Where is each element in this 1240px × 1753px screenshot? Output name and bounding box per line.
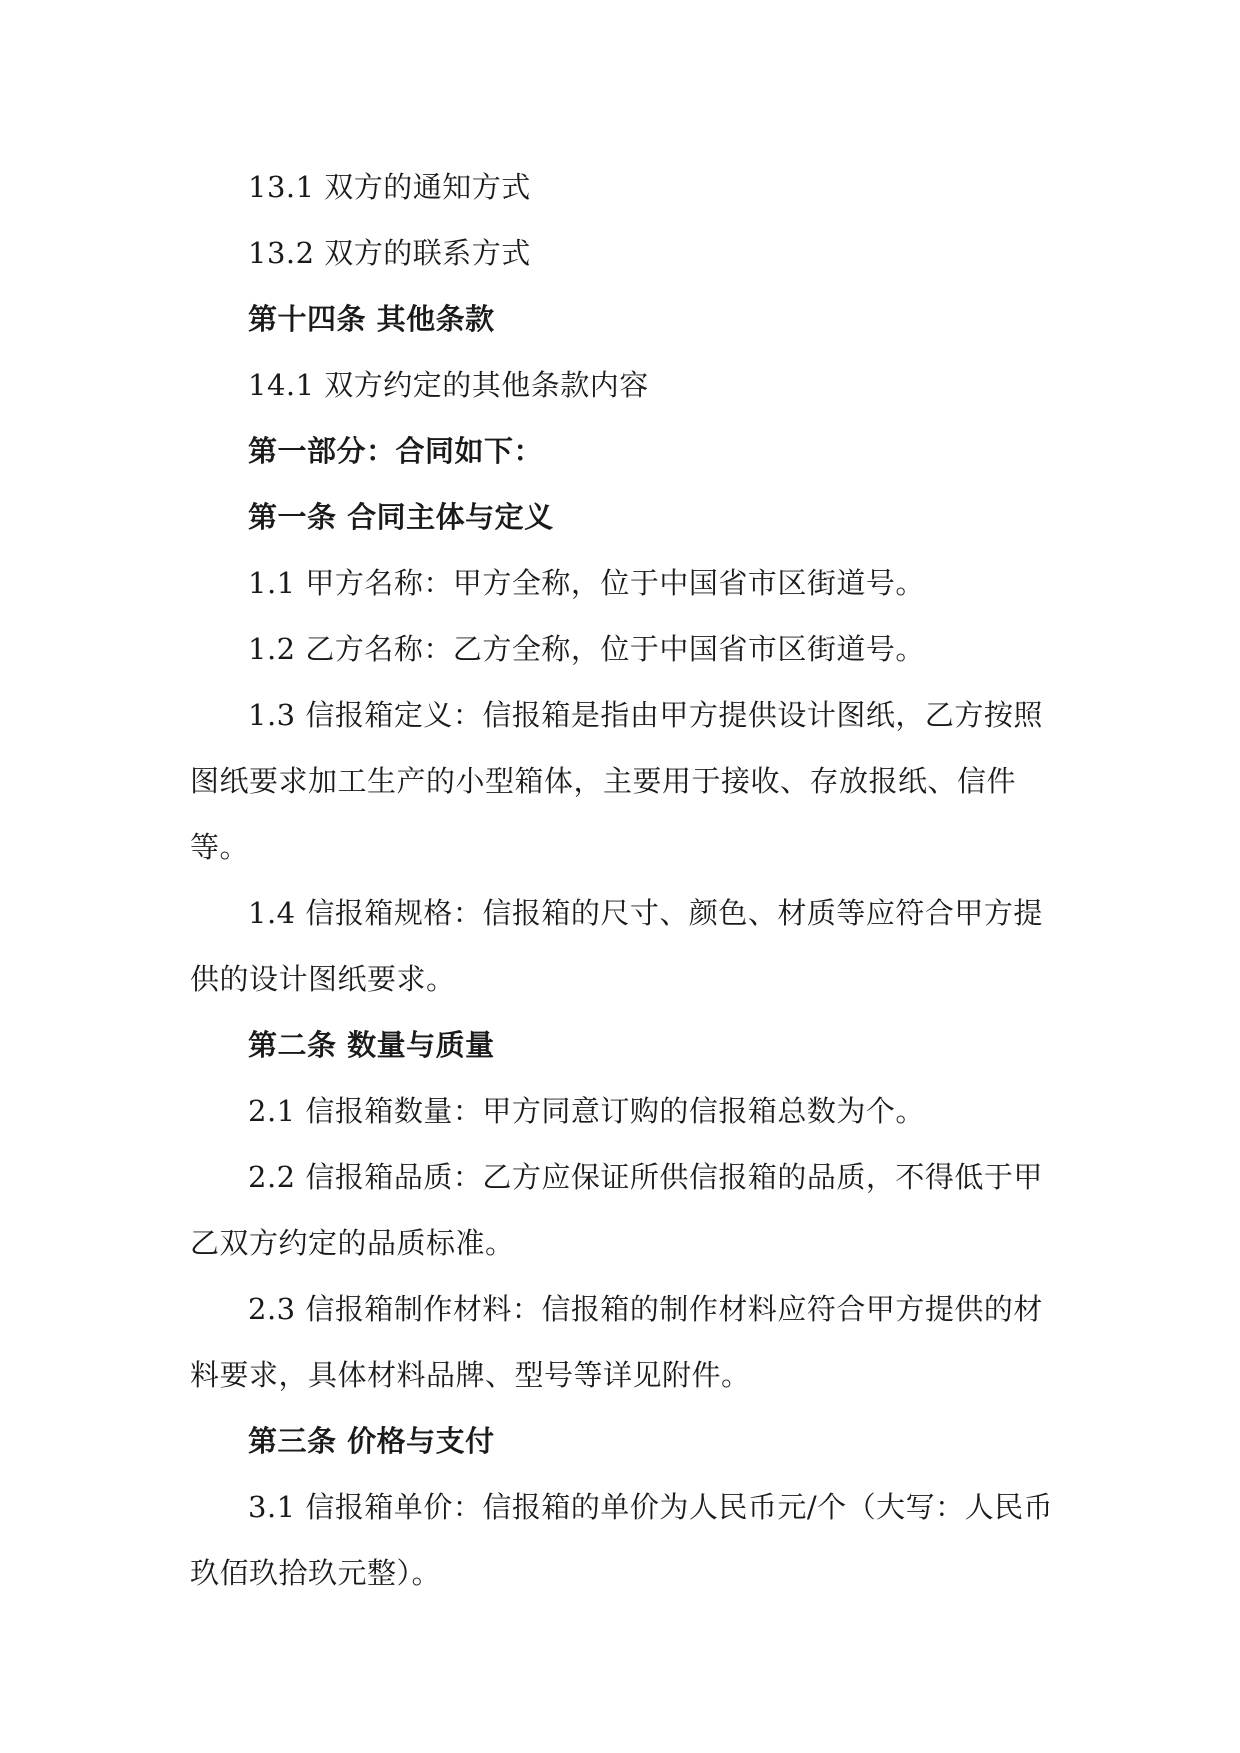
paragraph: 1.1 甲方名称：甲方全称，位于中国省市区街道号。 <box>248 566 925 600</box>
section-heading: 第二条 数量与质量 <box>248 1028 495 1062</box>
paragraph: 1.3 信报箱定义：信报箱是指由甲方提供设计图纸，乙方按照图纸要求加工生产的小型箱体，主要用于接收、存放报纸、信件等。 <box>190 698 1043 864</box>
paragraph: 13.2 双方的联系方式 <box>248 236 531 270</box>
paragraph: 3.1 信报箱单价：信报箱的单价为人民币元/个（大写：人民币玖佰玖拾玖元整）。 <box>190 1490 1054 1590</box>
paragraph: 2.2 信报箱品质：乙方应保证所供信报箱的品质，不得低于甲乙双方约定的品质标准。 <box>190 1160 1043 1260</box>
section-heading: 第三条 价格与支付 <box>248 1424 495 1458</box>
section-heading: 第一部分：合同如下： <box>248 434 544 468</box>
section-heading: 第一条 合同主体与定义 <box>248 500 554 534</box>
paragraph: 1.2 乙方名称：乙方全称，位于中国省市区街道号。 <box>248 632 925 666</box>
paragraph: 13.1 双方的通知方式 <box>248 170 531 204</box>
section-heading: 第十四条 其他条款 <box>248 302 495 336</box>
paragraph: 1.4 信报箱规格：信报箱的尺寸、颜色、材质等应符合甲方提供的设计图纸要求。 <box>190 896 1043 996</box>
paragraph: 2.1 信报箱数量：甲方同意订购的信报箱总数为个。 <box>248 1094 925 1128</box>
document-page <box>190 154 1060 1606</box>
paragraph: 2.3 信报箱制作材料：信报箱的制作材料应符合甲方提供的材料要求，具体材料品牌、型号等详见附件。 <box>190 1292 1043 1392</box>
paragraph: 14.1 双方约定的其他条款内容 <box>248 368 649 402</box>
